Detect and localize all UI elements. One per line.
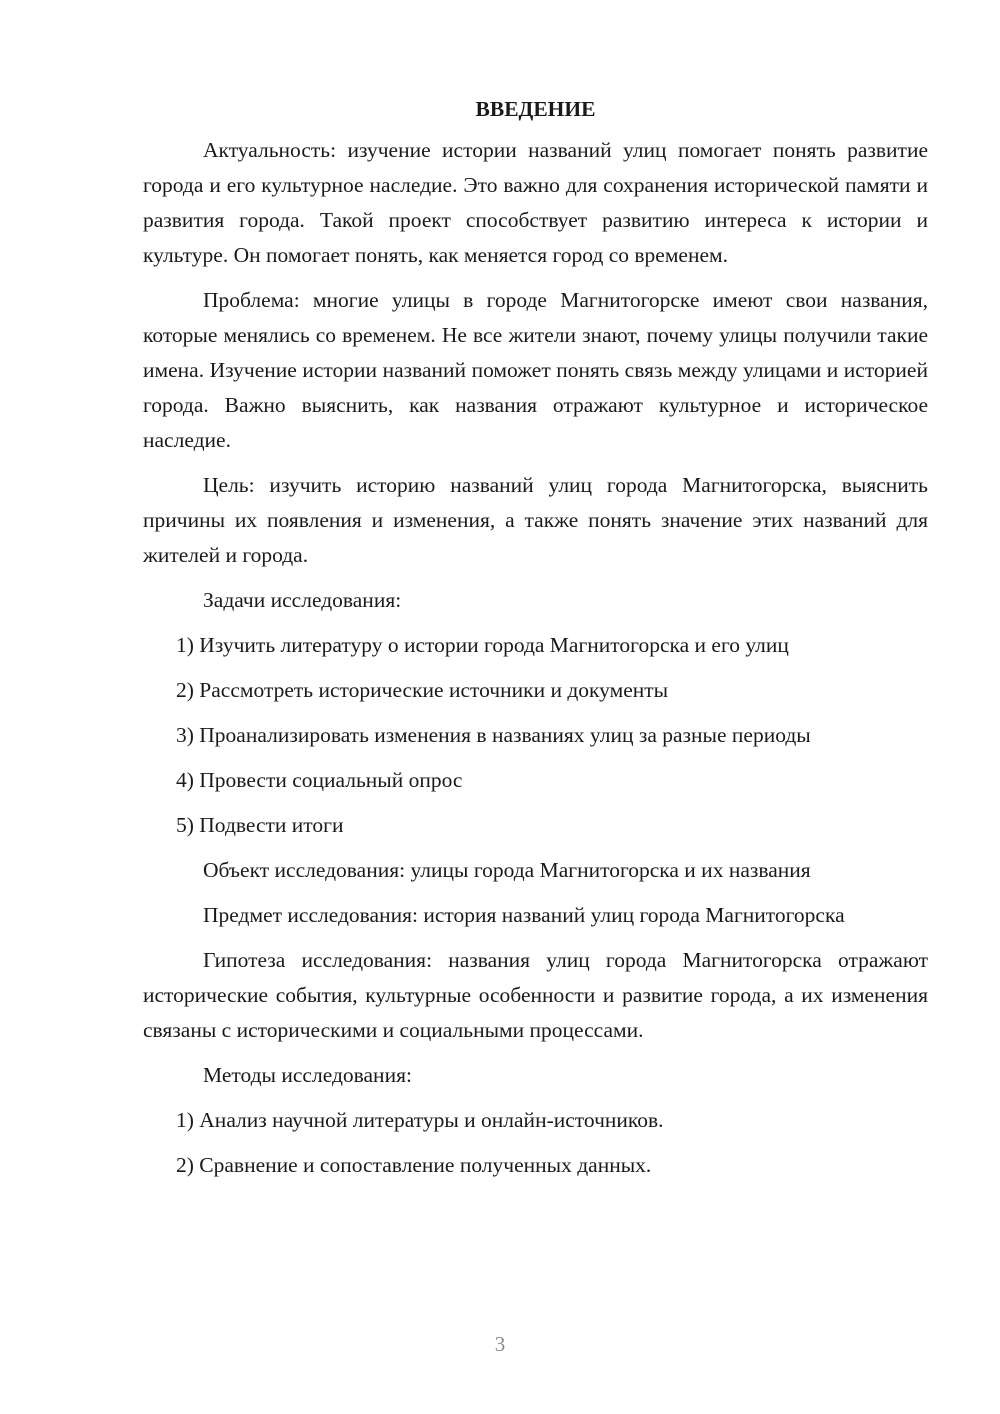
tasks-list <box>143 628 928 843</box>
list-item: 1) Изучить литературу о истории города Магнитогорска и его улиц <box>176 633 789 657</box>
document-page <box>143 92 928 1193</box>
list-item: 1) Анализ научной литературы и онлайн-источников. <box>176 1108 664 1132</box>
goal-paragraph: Цель: изучить историю названий улиц города Магнитогорска, выяснить причины их появления и изменения, а также понять значение этих названий для жителей и города. <box>143 473 928 567</box>
hypothesis-paragraph: Гипотеза исследования: названия улиц города Магнитогорска отражают исторические события, культурные особенности и развитие города, а их изменения связаны с историческими и социальными процессами. <box>143 948 928 1042</box>
section-title: ВВЕДЕНИЕ <box>475 97 596 121</box>
list-item: 2) Сравнение и сопоставление полученных данных. <box>176 1153 652 1177</box>
relevance-paragraph: Актуальность: изучение истории названий улиц помогает понять развитие города и его культурное наследие. Это важно для сохранения исторической памяти и развития города. Такой проект способствует развитию интереса к истории и культуре. Он помогает понять, как меняется город со временем. <box>143 138 928 267</box>
list-item: 5) Подвести итоги <box>176 813 344 837</box>
methods-list <box>143 1103 928 1183</box>
tasks-heading: Задачи исследования: <box>203 588 402 612</box>
page-number: 3 <box>494 1332 506 1356</box>
list-item: 4) Провести социальный опрос <box>176 768 463 792</box>
problem-paragraph: Проблема: многие улицы в городе Магнитогорске имеют свои названия, которые менялись со временем. Не все жители знают, почему улицы получили такие имена. Изучение истории названий поможет понять связь между улицами и историей города. Важно выяснить, как названия отражают культурное и историческое наследие. <box>143 288 928 452</box>
object-paragraph: Объект исследования: улицы города Магнитогорска и их названия <box>203 858 811 882</box>
list-item: 3) Проанализировать изменения в названиях улиц за разные периоды <box>176 723 811 747</box>
methods-heading: Методы исследования: <box>203 1063 412 1087</box>
list-item: 2) Рассмотреть исторические источники и документы <box>176 678 669 702</box>
subject-paragraph: Предмет исследования: история названий улиц города Магнитогорска <box>203 903 845 927</box>
